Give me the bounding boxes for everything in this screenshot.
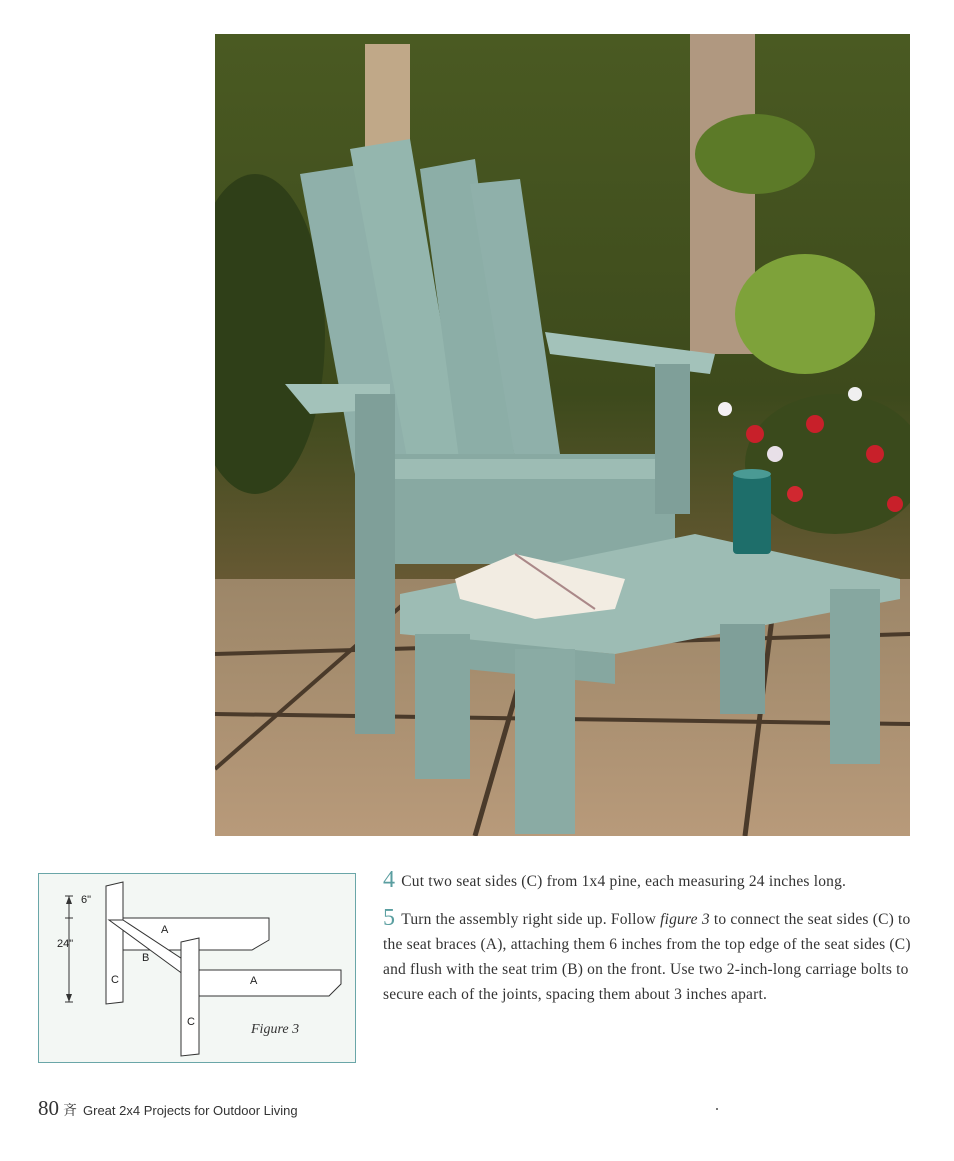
step-number: 5 [383, 905, 396, 931]
part-c-right-label: C [187, 1016, 195, 1028]
page-number: 80 [38, 1096, 59, 1120]
chair-photo [215, 34, 910, 836]
step-number: 4 [383, 867, 396, 893]
page-footer [38, 1096, 298, 1121]
dimension-6-label: 6" [81, 894, 92, 906]
dimension-24-label: 24" [57, 938, 74, 950]
figure-3-diagram [38, 873, 356, 1063]
step-text: Cut two seat sides (C) from 1x4 pine, each measuring 24 inches long. [401, 873, 847, 890]
part-a-top-label: A [161, 924, 169, 936]
figure-reference: figure 3 [660, 911, 710, 928]
step-text-before: Turn the assembly right side up. Follow [401, 911, 661, 928]
book-title: Great 2x4 Projects for Outdoor Living [83, 1103, 298, 1118]
adirondack-chair-photo-icon [215, 34, 910, 836]
step-5 [383, 906, 913, 1007]
ornament-icon: ⻫ [63, 1103, 77, 1119]
stray-mark [716, 1108, 718, 1110]
step-4 [383, 868, 913, 894]
step-text-after: to connect the seat sides (C) to the seat braces (A), attaching them 6 inches from the top edge of the seat sides (C) and flush with the seat trim (B) on the front. Use two 2-inch-long carriage bolts to secure each of the joints, spacing them about 3 inches apart. [383, 911, 911, 1003]
part-a-bottom-label: A [250, 975, 258, 987]
instruction-steps [383, 868, 913, 1019]
part-c-left-label: C [111, 974, 119, 986]
part-b-label: B [142, 952, 150, 964]
figure-caption: Figure 3 [251, 1022, 300, 1037]
